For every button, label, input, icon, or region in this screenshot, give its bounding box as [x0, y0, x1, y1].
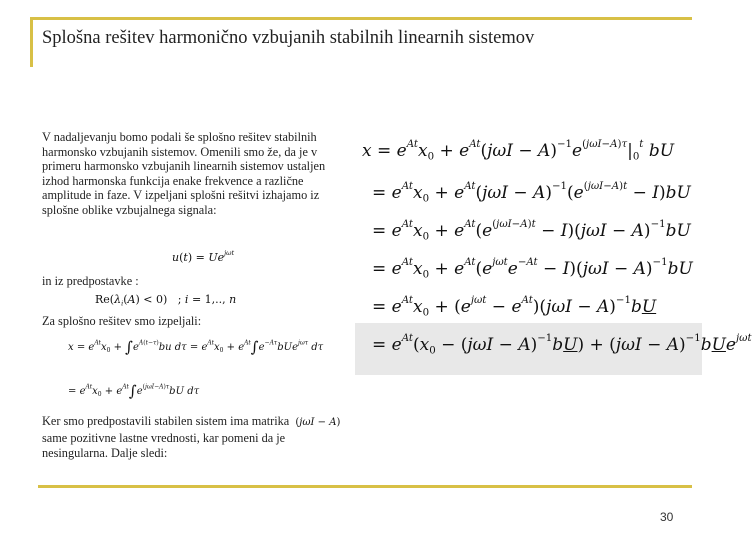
conclusion-line-1: Ker smo predpostavili stabilen sistem ima matrika (jωI − A): [42, 414, 341, 428]
assumption-label: in iz predpostavke :: [42, 274, 139, 288]
derivation-line-4: = $e^{At}x_0 + e^{At}(e^{j\omega t}e^{-At} - I)(j\omega I - A)^{-1}bU$: [372, 256, 693, 281]
conclusion-paragraph: same pozitivne lastne vrednosti, kar pomeni da je nesingularna. Dalje sledi:: [42, 431, 286, 460]
frame-top-line: [30, 17, 692, 20]
derivation-line-3: = $e^{At}x_0 + e^{At}(e^{(j\omega I-A)t} - I)(j\omega I - A)^{-1}bU$: [372, 218, 691, 243]
derivation-line-2: = $e^{At}x_0 + e^{At}(j\omega I - A)^{-1}(e^{(j\omega I-A)t} - I)bU$: [372, 180, 691, 205]
eigenvalue-condition-equation: $Re(\lambda_i(A) < 0)$ ; i = 1,.., n: [95, 293, 237, 308]
derivation-line-1: $x = e^{At}x_0 + e^{At}(j\omega I - A)^{-1}e^{(j\omega I-A)\tau}|_0^t$ bU: [362, 138, 675, 163]
frame-left-line: [30, 17, 33, 67]
slide-title: Splošna rešitev harmonično vzbujanih stabilnih linearnih sistemov: [42, 28, 535, 48]
intro-paragraph: V nadaljevanju bomo podali še splošno rešitev stabilnih harmonsko vzbujanih sistemov. Omenili smo že, da je v primeru harmonsko vzbujanih linearnih sistemov ustaljen izhod harmonska funkcija enake frekvence a različne amplitude in faze. V izpeljani splošni rešitvi izhajamo iz splošne oblike vzbujalnega signala:: [42, 130, 326, 217]
page-number: 30: [660, 510, 674, 524]
convolution-equation-2: = $e^{At}x_0 + e^{At}\int e^{(j\omega I-A)\tau}bU$ dτ: [68, 382, 200, 400]
input-signal-equation: $u(t) = Ue^{j\omega t}$: [172, 249, 235, 264]
final-result-equation: = $e^{At}(x_0 - (j\omega I - A)^{-1}bU) + (j\omega I - A)^{-1}bUe^{j\omega t}$: [372, 332, 752, 357]
matrix-expression: (jωI − A): [295, 417, 341, 428]
derivation-line-5: = $e^{At}x_0 + (e^{j\omega t} - e^{At})(j\omega I - A)^{-1}bU$: [372, 294, 657, 319]
convolution-equation-1: $x = e^{At}x_0 + \int e^{A(t-\tau)}bu$ $d\tau = e^{At}x_0 + e^{At}\int e^{-A\tau}bUe^{j\omega\tau}$ dτ: [68, 338, 324, 356]
derived-label: Za splošno rešitev smo izpeljali:: [42, 314, 202, 328]
frame-bottom-line: [38, 485, 692, 488]
